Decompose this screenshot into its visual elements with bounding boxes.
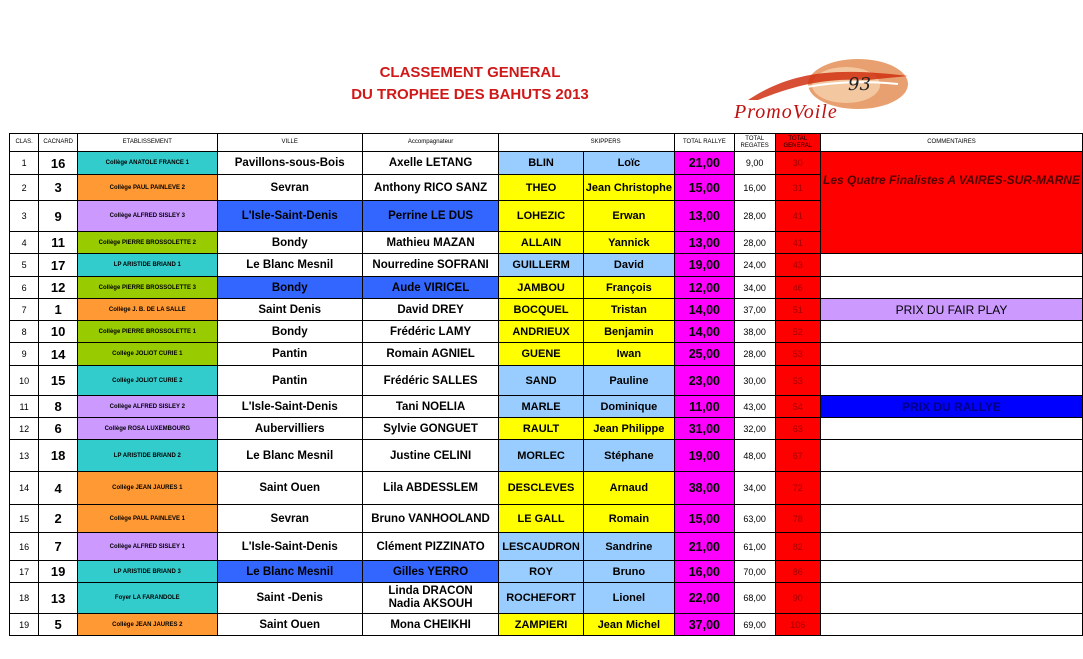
- etablissement-cell: Collège ALFRED SISLEY 1: [78, 533, 218, 561]
- regates-total-cell: 32,00: [734, 418, 775, 440]
- skipper2-cell: Benjamin: [583, 321, 674, 343]
- rallye-total-cell: 13,00: [674, 201, 734, 232]
- comment-cell: [820, 614, 1082, 636]
- regates-total-cell: 24,00: [734, 254, 775, 277]
- canard-cell: 4: [39, 472, 78, 505]
- skipper1-cell: GUILLERM: [499, 254, 583, 277]
- ranking-table: [9, 133, 1083, 636]
- skipper1-cell: ZAMPIERI: [499, 614, 583, 636]
- comment-finalists: Les Quatre Finalistes A VAIRES-SUR-MARNE: [820, 152, 1082, 254]
- skipper1-cell: DESCLEVES: [499, 472, 583, 505]
- etablissement-cell: Collège ROSA LUXEMBOURG: [78, 418, 218, 440]
- rallye-total-cell: 15,00: [674, 505, 734, 533]
- rallye-total-cell: 23,00: [674, 366, 734, 396]
- accompagnateur-cell: David DREY: [362, 299, 498, 321]
- canard-cell: 17: [39, 254, 78, 277]
- skipper1-cell: JAMBOU: [499, 277, 583, 299]
- skipper2-cell: Iwan: [583, 343, 674, 366]
- accompagnateur-cell: Mathieu MAZAN: [362, 232, 498, 254]
- accompagnateur-cell: Aude VIRICEL: [362, 277, 498, 299]
- table-row: [10, 440, 1083, 472]
- skipper1-cell: LE GALL: [499, 505, 583, 533]
- regates-total-cell: 28,00: [734, 201, 775, 232]
- header-rallye: TOTAL RALLYE: [674, 134, 734, 152]
- etablissement-cell: Foyer LA FARANDOLE: [78, 583, 218, 614]
- regates-total-cell: 70,00: [734, 561, 775, 583]
- skipper2-cell: Pauline: [583, 366, 674, 396]
- etablissement-cell: Collège ALFRED SISLEY 3: [78, 201, 218, 232]
- skipper1-cell: SAND: [499, 366, 583, 396]
- skipper1-cell: ROCHEFORT: [499, 583, 583, 614]
- logo-number: 93: [848, 74, 871, 95]
- skipper2-cell: Jean Philippe: [583, 418, 674, 440]
- ville-cell: L'Isle-Saint-Denis: [217, 396, 362, 418]
- table-row: [10, 152, 1083, 175]
- header-canard: CACNARD: [39, 134, 78, 152]
- ville-cell: Pantin: [217, 366, 362, 396]
- skipper2-cell: Yannick: [583, 232, 674, 254]
- skipper2-cell: Bruno: [583, 561, 674, 583]
- skipper1-cell: THEO: [499, 175, 583, 201]
- header-acc: Accompagnateur: [362, 134, 498, 152]
- accompagnateur-cell: Axelle LETANG: [362, 152, 498, 175]
- comment-cell: [820, 533, 1082, 561]
- rallye-total-cell: 38,00: [674, 472, 734, 505]
- canard-cell: 10: [39, 321, 78, 343]
- etablissement-cell: LP ARISTIDE BRIAND 1: [78, 254, 218, 277]
- etablissement-cell: Collège PIERRE BROSSOLETTE 3: [78, 277, 218, 299]
- table-row: [10, 343, 1083, 366]
- etablissement-cell: Collège PIERRE BROSSOLETTE 2: [78, 232, 218, 254]
- rank-cell: 8: [10, 321, 39, 343]
- regates-total-cell: 28,00: [734, 232, 775, 254]
- canard-cell: 15: [39, 366, 78, 396]
- table-row: [10, 583, 1083, 614]
- canard-cell: 6: [39, 418, 78, 440]
- rank-cell: 16: [10, 533, 39, 561]
- table-row: [10, 254, 1083, 277]
- skipper2-cell: Jean Michel: [583, 614, 674, 636]
- accompagnateur-cell: Lila ABDESSLEM: [362, 472, 498, 505]
- ville-cell: Sevran: [217, 175, 362, 201]
- general-total-cell: 67: [775, 440, 820, 472]
- general-total-cell: 51: [775, 299, 820, 321]
- rank-cell: 18: [10, 583, 39, 614]
- table-row: [10, 472, 1083, 505]
- canard-cell: 16: [39, 152, 78, 175]
- promovoile-logo: [718, 54, 918, 124]
- comment-cell: [820, 321, 1082, 343]
- ville-cell: Le Blanc Mesnil: [217, 254, 362, 277]
- regates-total-cell: 68,00: [734, 583, 775, 614]
- table-row: [10, 533, 1083, 561]
- rank-cell: 15: [10, 505, 39, 533]
- header-comm: COMMENTAIRES: [820, 134, 1082, 152]
- rallye-total-cell: 21,00: [674, 533, 734, 561]
- skipper1-cell: LOHEZIC: [499, 201, 583, 232]
- general-total-cell: 72: [775, 472, 820, 505]
- ville-cell: Saint Ouen: [217, 472, 362, 505]
- canard-cell: 8: [39, 396, 78, 418]
- rallye-total-cell: 11,00: [674, 396, 734, 418]
- ville-cell: Sevran: [217, 505, 362, 533]
- table-row: [10, 321, 1083, 343]
- rank-cell: 14: [10, 472, 39, 505]
- general-total-cell: 106: [775, 614, 820, 636]
- ville-cell: Bondy: [217, 321, 362, 343]
- comment-rallye: PRIX DU RALLYE: [820, 396, 1082, 418]
- comment-cell: [820, 440, 1082, 472]
- skipper2-cell: David: [583, 254, 674, 277]
- canard-cell: 9: [39, 201, 78, 232]
- header-general: TOTAL GENERAL: [775, 134, 820, 152]
- rank-cell: 3: [10, 201, 39, 232]
- ville-cell: L'Isle-Saint-Denis: [217, 533, 362, 561]
- table-row: [10, 418, 1083, 440]
- table-row: [10, 614, 1083, 636]
- skipper2-cell: Lionel: [583, 583, 674, 614]
- header-clas: CLAS.: [10, 134, 39, 152]
- canard-cell: 12: [39, 277, 78, 299]
- canard-cell: 5: [39, 614, 78, 636]
- comment-cell: [820, 561, 1082, 583]
- etablissement-cell: Collège PAUL PAINLEVE 1: [78, 505, 218, 533]
- ville-cell: Bondy: [217, 277, 362, 299]
- rank-cell: 11: [10, 396, 39, 418]
- rank-cell: 7: [10, 299, 39, 321]
- etablissement-cell: Collège JOLIOT CURIE 2: [78, 366, 218, 396]
- accompagnateur-cell: Frédéric LAMY: [362, 321, 498, 343]
- rallye-total-cell: 19,00: [674, 254, 734, 277]
- etablissement-cell: Collège JEAN JAURES 1: [78, 472, 218, 505]
- general-total-cell: 82: [775, 533, 820, 561]
- accompagnateur-cell: Anthony RICO SANZ: [362, 175, 498, 201]
- skipper2-cell: Loïc: [583, 152, 674, 175]
- rank-cell: 5: [10, 254, 39, 277]
- logo-brand: PromoVoile: [734, 101, 838, 123]
- regates-total-cell: 69,00: [734, 614, 775, 636]
- rallye-total-cell: 31,00: [674, 418, 734, 440]
- skipper2-cell: Romain: [583, 505, 674, 533]
- skipper1-cell: GUENE: [499, 343, 583, 366]
- ville-cell: L'Isle-Saint-Denis: [217, 201, 362, 232]
- general-total-cell: 46: [775, 277, 820, 299]
- general-total-cell: 52: [775, 321, 820, 343]
- rank-cell: 10: [10, 366, 39, 396]
- regates-total-cell: 28,00: [734, 343, 775, 366]
- ville-cell: Le Blanc Mesnil: [217, 440, 362, 472]
- comment-cell: [820, 505, 1082, 533]
- regates-total-cell: 38,00: [734, 321, 775, 343]
- skipper2-cell: Jean Christophe: [583, 175, 674, 201]
- skipper1-cell: MORLEC: [499, 440, 583, 472]
- canard-cell: 3: [39, 175, 78, 201]
- header-ville: VILLE: [217, 134, 362, 152]
- skipper2-cell: François: [583, 277, 674, 299]
- ville-cell: Bondy: [217, 232, 362, 254]
- skipper2-cell: Stéphane: [583, 440, 674, 472]
- general-total-cell: 63: [775, 418, 820, 440]
- general-total-cell: 78: [775, 505, 820, 533]
- rallye-total-cell: 12,00: [674, 277, 734, 299]
- comment-cell: [820, 254, 1082, 277]
- skipper1-cell: ALLAIN: [499, 232, 583, 254]
- etablissement-cell: Collège PAUL PAINLEVE 2: [78, 175, 218, 201]
- ville-cell: Aubervilliers: [217, 418, 362, 440]
- header-skippers: SKIPPERS: [499, 134, 675, 152]
- ville-cell: Saint -Denis: [217, 583, 362, 614]
- ville-cell: Pavillons-sous-Bois: [217, 152, 362, 175]
- regates-total-cell: 43,00: [734, 396, 775, 418]
- skipper1-cell: LESCAUDRON: [499, 533, 583, 561]
- canard-cell: 1: [39, 299, 78, 321]
- rallye-total-cell: 25,00: [674, 343, 734, 366]
- comment-cell: [820, 583, 1082, 614]
- page-subtitle: DU TROPHEE DES BAHUTS 2013: [351, 86, 589, 103]
- accompagnateur-cell: Clément PIZZINATO: [362, 533, 498, 561]
- skipper2-cell: Sandrine: [583, 533, 674, 561]
- rallye-total-cell: 22,00: [674, 583, 734, 614]
- rank-cell: 17: [10, 561, 39, 583]
- regates-total-cell: 37,00: [734, 299, 775, 321]
- general-total-cell: 54: [775, 396, 820, 418]
- etablissement-cell: Collège JEAN JAURES 2: [78, 614, 218, 636]
- skipper1-cell: BOCQUEL: [499, 299, 583, 321]
- accompagnateur-cell: Perrine LE DUS: [362, 201, 498, 232]
- header-regates: TOTAL REGATES: [734, 134, 775, 152]
- skipper2-cell: Tristan: [583, 299, 674, 321]
- regates-total-cell: 61,00: [734, 533, 775, 561]
- skipper2-cell: Dominique: [583, 396, 674, 418]
- table-row: [10, 277, 1083, 299]
- ville-cell: Saint Denis: [217, 299, 362, 321]
- general-total-cell: 53: [775, 366, 820, 396]
- regates-total-cell: 63,00: [734, 505, 775, 533]
- page-title: CLASSEMENT GENERAL: [379, 64, 561, 81]
- comment-cell: [820, 366, 1082, 396]
- regates-total-cell: 34,00: [734, 277, 775, 299]
- etablissement-cell: Collège ANATOLE FRANCE 1: [78, 152, 218, 175]
- canard-cell: 7: [39, 533, 78, 561]
- rallye-total-cell: 14,00: [674, 299, 734, 321]
- skipper1-cell: ROY: [499, 561, 583, 583]
- canard-cell: 2: [39, 505, 78, 533]
- general-total-cell: 43: [775, 254, 820, 277]
- rank-cell: 13: [10, 440, 39, 472]
- canard-cell: 19: [39, 561, 78, 583]
- rank-cell: 12: [10, 418, 39, 440]
- rallye-total-cell: 14,00: [674, 321, 734, 343]
- rank-cell: 2: [10, 175, 39, 201]
- accompagnateur-cell: Mona CHEIKHI: [362, 614, 498, 636]
- skipper1-cell: RAULT: [499, 418, 583, 440]
- table-row: [10, 299, 1083, 321]
- general-total-cell: 86: [775, 561, 820, 583]
- etablissement-cell: LP ARISTIDE BRIAND 2: [78, 440, 218, 472]
- rallye-total-cell: 13,00: [674, 232, 734, 254]
- rank-cell: 1: [10, 152, 39, 175]
- table-row: [10, 505, 1083, 533]
- accompagnateur-cell: Justine CELINI: [362, 440, 498, 472]
- regates-total-cell: 48,00: [734, 440, 775, 472]
- table-body: [10, 152, 1083, 636]
- general-total-cell: 31: [775, 175, 820, 201]
- table-row: [10, 396, 1083, 418]
- canard-cell: 11: [39, 232, 78, 254]
- comment-cell: [820, 343, 1082, 366]
- table-header: [10, 134, 1083, 152]
- rallye-total-cell: 16,00: [674, 561, 734, 583]
- rallye-total-cell: 21,00: [674, 152, 734, 175]
- comment-cell: [820, 472, 1082, 505]
- rank-cell: 4: [10, 232, 39, 254]
- canard-cell: 18: [39, 440, 78, 472]
- skipper1-cell: MARLE: [499, 396, 583, 418]
- header-etab: ETABLISSEMENT: [78, 134, 218, 152]
- etablissement-cell: Collège JOLIOT CURIE 1: [78, 343, 218, 366]
- regates-total-cell: 30,00: [734, 366, 775, 396]
- canard-cell: 14: [39, 343, 78, 366]
- accompagnateur-cell: Sylvie GONGUET: [362, 418, 498, 440]
- table-row: [10, 366, 1083, 396]
- etablissement-cell: Collège PIERRE BROSSOLETTE 1: [78, 321, 218, 343]
- rank-cell: 6: [10, 277, 39, 299]
- table-row: [10, 561, 1083, 583]
- regates-total-cell: 9,00: [734, 152, 775, 175]
- rank-cell: 9: [10, 343, 39, 366]
- rallye-total-cell: 19,00: [674, 440, 734, 472]
- comment-cell: [820, 277, 1082, 299]
- regates-total-cell: 34,00: [734, 472, 775, 505]
- accompagnateur-cell: Frédéric SALLES: [362, 366, 498, 396]
- accompagnateur-cell: Nourredine SOFRANI: [362, 254, 498, 277]
- skipper2-cell: Arnaud: [583, 472, 674, 505]
- comment-fair-play: PRIX DU FAIR PLAY: [820, 299, 1082, 321]
- rallye-total-cell: 15,00: [674, 175, 734, 201]
- ville-cell: Pantin: [217, 343, 362, 366]
- skipper1-cell: ANDRIEUX: [499, 321, 583, 343]
- general-total-cell: 90: [775, 583, 820, 614]
- accompagnateur-cell: Tani NOELIA: [362, 396, 498, 418]
- accompagnateur-cell: Bruno VANHOOLAND: [362, 505, 498, 533]
- etablissement-cell: Collège J. B. DE LA SALLE: [78, 299, 218, 321]
- skipper1-cell: BLIN: [499, 152, 583, 175]
- general-total-cell: 30: [775, 152, 820, 175]
- rallye-total-cell: 37,00: [674, 614, 734, 636]
- canard-cell: 13: [39, 583, 78, 614]
- ville-cell: Saint Ouen: [217, 614, 362, 636]
- accompagnateur-cell: Romain AGNIEL: [362, 343, 498, 366]
- etablissement-cell: Collège ALFRED SISLEY 2: [78, 396, 218, 418]
- etablissement-cell: LP ARISTIDE BRIAND 3: [78, 561, 218, 583]
- skipper2-cell: Erwan: [583, 201, 674, 232]
- general-total-cell: 41: [775, 232, 820, 254]
- general-total-cell: 53: [775, 343, 820, 366]
- comment-cell: [820, 418, 1082, 440]
- regates-total-cell: 16,00: [734, 175, 775, 201]
- accompagnateur-cell: Linda DRACON Nadia AKSOUH: [362, 583, 498, 614]
- rank-cell: 19: [10, 614, 39, 636]
- general-total-cell: 41: [775, 201, 820, 232]
- accompagnateur-cell: Gilles YERRO: [362, 561, 498, 583]
- ville-cell: Le Blanc Mesnil: [217, 561, 362, 583]
